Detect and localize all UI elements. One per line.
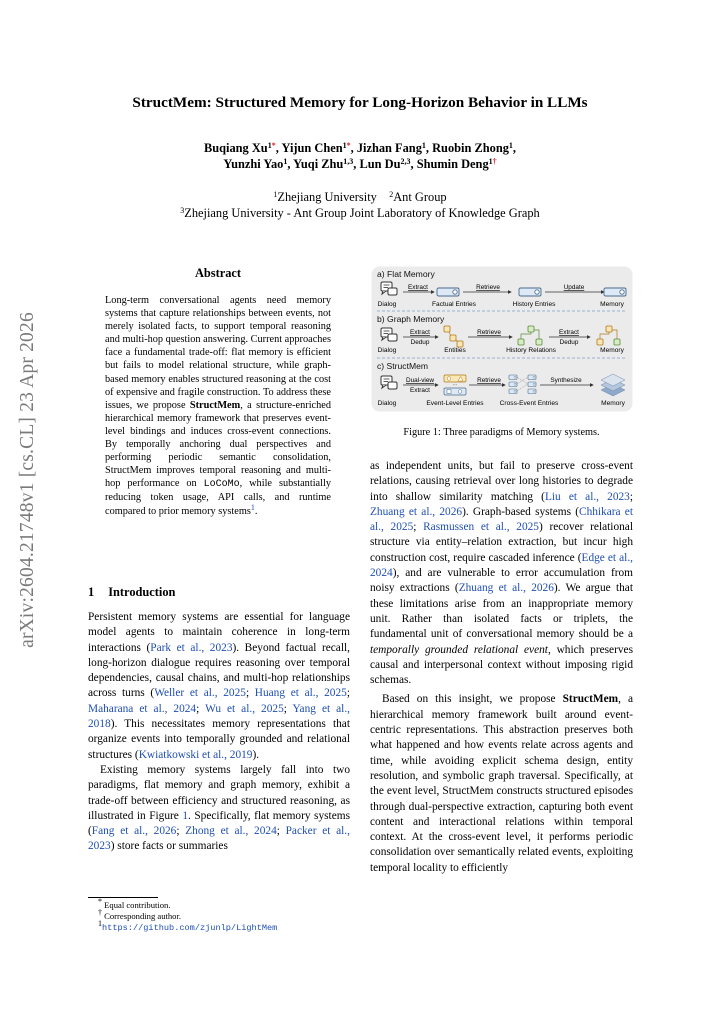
body-text: , a hierarchical memory framework built around event-centric representations. This abstraction preserves both what happened and how events relate across agents and time, while avoiding explicit schema design, entity resolution, and symbolic graph traversal. Specifically, at the event level, StructMem constructs structured episodes through dual-perspective extraction, capturing both event content and interactional relations within temporal context. At the cross-event level, it performs periodic consolidation over semantically related events, exploiting temporal locality to efficiently (370, 693, 633, 874)
body-text: ) store facts or summaries (110, 840, 228, 853)
history-entry-icon (519, 288, 541, 296)
citation-link[interactable]: Park et al., 2023 (150, 641, 233, 654)
citation-link[interactable]: Liu et al., 2023 (544, 490, 630, 503)
citation-link[interactable]: 1 (182, 809, 188, 822)
author-affiliation-mark: 1 (421, 141, 426, 150)
author-affiliation-mark: 1,3 (343, 157, 354, 166)
abstract-text: Long-term conversational agents need memory systems that capture relationships between events, not merely isolated facts, to support temporal reasoning and multi-hop question answering. Current approaches face a fundamental trade-off: flat memory is efficient but fails to model relational structure, while graph-based memory enables structured reasoning at the cost of expensive and fragile construction. To address these issues, we propose StructMem, a structure-enriched hierarchical memory framework that preserves event-level bindings and induces cross-event connections. By temporally anchoring dual perspectives and performing periodic semantic consolidation, StructMem improves temporal reasoning and multi-hop performance on LoCoMo, while substantially reducing token usage, API calls, and runtime compared to prior memory systems$^1$. (105, 295, 331, 517)
citation-link[interactable]: Zhuang et al., 2026 (370, 505, 463, 518)
author-affiliation-mark: 2,3 (400, 157, 411, 166)
citation-link[interactable]: Rasmussen et al., 2025 (423, 521, 539, 534)
author-list (60, 140, 660, 172)
svg-text:Synthesize: Synthesize (550, 377, 582, 384)
intro-paragraph-2 (88, 763, 350, 855)
citation-link[interactable]: Fang et al., 2026 (91, 825, 177, 838)
author-name: Jizhan Fang (356, 141, 422, 155)
panel-b-title: b) Graph Memory (377, 314, 445, 324)
figure-1-diagram (371, 266, 633, 412)
author-name: Ruobin Zhong (432, 141, 509, 155)
intro-paragraph-4 (370, 692, 633, 876)
panel-c-title: c) StructMem (377, 361, 429, 371)
author-affiliation-mark: 1* (342, 141, 351, 150)
panel-a-title: a) Flat Memory (377, 269, 435, 279)
author-name: Yuqi Zhu (293, 157, 344, 171)
section-heading-introduction: 1 Introduction (88, 585, 176, 599)
affiliations: $^1$Zhejiang University $^2$Ant Group $^3$Zhejiang University - Ant Group Joint Laboratory of Knowledge Graph (180, 190, 540, 220)
author-line-1: Buqiang $Xu^{1*}$, Yijun Chen$^{1*}$, Jizhan Fang$^1$, Ruobin Zhong$^1$, (203, 141, 517, 155)
abstract-heading: Abstract (194, 266, 242, 280)
citation-link[interactable]: Huang et al., 2025 (254, 687, 347, 700)
body-text: ; (346, 687, 350, 700)
factual-entry-icon (437, 288, 459, 296)
citation-link[interactable]: Weller et al., 2025 (154, 687, 246, 700)
svg-text:Memory: Memory (600, 347, 624, 354)
body-text: ). This necessitates memory representations that organize events into temporally grounded and relational structures ( (88, 718, 350, 761)
body-text: ; (276, 825, 286, 838)
body-text: ; (245, 687, 255, 700)
body-text: ). Beyond factual recall, long-horizon dialogue requires reasoning over temporal dependencies, causal chains, and multi-hop relationships across turns ( (88, 641, 350, 700)
svg-text:Retrieve: Retrieve (477, 329, 501, 336)
citation-link[interactable]: Chhikara et al., 2025 (370, 505, 633, 534)
author-name: Yijun Chen (281, 141, 343, 155)
citation-link[interactable]: Wu et al., 2025 (205, 702, 284, 715)
citation-link[interactable]: Zhuang et al., 2026 (458, 582, 554, 595)
author-name: Yunzhi Yao (223, 157, 284, 171)
author-name: Lun Du (359, 157, 401, 171)
author-affiliation-mark: 1 (508, 141, 513, 150)
author-name: Shumin Deng (416, 157, 489, 171)
author-name: Buqiang Xu (203, 141, 268, 155)
body-text: ; (283, 702, 293, 715)
body-text: ; (176, 825, 186, 838)
svg-text:History Entries: History Entries (512, 301, 556, 308)
intro-paragraph-3 (370, 459, 633, 688)
svg-text:History Relations: History Relations (506, 347, 556, 354)
svg-text:Cross-Event Entries: Cross-Event Entries (499, 400, 559, 407)
svg-text:Entities: Entities (444, 347, 466, 354)
svg-text:Extract: Extract (559, 329, 579, 336)
svg-text:Dedup: Dedup (559, 339, 579, 346)
citation-link[interactable]: Packer et al., 2023 (88, 825, 350, 853)
body-text: ; (413, 521, 424, 534)
body-text: Based on this insight, we propose (382, 693, 563, 706)
svg-text:Event-Level Entries: Event-Level Entries (426, 400, 484, 407)
body-text: Persistent memory systems are essential for language model agents to maintain coherence in long-term interactions ( (88, 611, 350, 654)
citation-link[interactable]: Kwiatkowski et al., 2019 (138, 748, 253, 761)
body-text: as independent units, but fail to preserve cross-event relations, causing retrieval over long histories to degrade into shallow similarity matching ( (370, 460, 633, 503)
body-text: ; (196, 702, 206, 715)
intro-paragraph-1 (88, 610, 350, 763)
footnotes: * Equal contribution. † Corresponding author. $^1$https://github.com/zjunlp/LightMem (98, 897, 278, 933)
body-text: ), and are vulnerable to error accumulation from noisy extractions ( (370, 567, 633, 595)
svg-text:Retrieve: Retrieve (477, 377, 501, 384)
body-text: ). Graph-based systems ( (462, 505, 579, 518)
svg-text:Retrieve: Retrieve (476, 284, 500, 291)
github-link[interactable]: https://github.com/zjunlp/LightMem (102, 923, 278, 933)
intro-right-column (370, 459, 633, 876)
body-text: ). (252, 748, 260, 761)
svg-text:Memory: Memory (601, 400, 625, 407)
body-text: Existing memory systems largely fall into two paradigms, flat memory and graph memory, exhibit a trade-off between efficiency and structured reasoning, as illustrated in Figure (88, 763, 350, 822)
svg-text:···: ··· (452, 382, 458, 389)
svg-text:Dialog: Dialog (377, 400, 397, 407)
author-affiliation-mark: 1 (283, 157, 288, 166)
figure-1-caption: Figure 1: Three paradigms of Memory systems. (403, 427, 600, 438)
bold-text: StructMem (562, 693, 619, 706)
author-affiliation-mark: 1* (267, 141, 276, 150)
svg-text:Dual-view: Dual-view (405, 377, 435, 384)
author-affiliation-mark: 1† (488, 157, 497, 166)
citation-link[interactable]: Edge et al., 2024 (370, 551, 633, 580)
svg-text:Dialog: Dialog (377, 301, 397, 308)
body-text: , which preserves causal and interpersonal context without imposing rigid schemas. (370, 643, 633, 687)
body-text: ) recover relational structure via entity–relation extraction, but incur high construction cost, require cascaded inference ( (370, 521, 633, 564)
memory-entry-icon (604, 288, 626, 296)
body-text: ). We argue that these limitations arise from an inappropriate memory unit. Rather than isolated facts or triplets, the fundamental unit of conversational memory should be a (370, 582, 633, 641)
author-line-2: Yunzhi Yao$^1$, Yuqi Zhu$^{1,3}$, Lun Du$^{2,3}$, Shumin Deng$^{1\dagger}$ (223, 157, 497, 171)
svg-text:Extract: Extract (410, 387, 430, 394)
svg-text:Factual Entries: Factual Entries (432, 301, 476, 308)
svg-text:Extract: Extract (408, 284, 428, 291)
citation-link[interactable]: Zhong et al., 2024 (185, 825, 277, 838)
svg-text:Dedup: Dedup (410, 339, 430, 346)
arxiv-stamp: arXiv:2604.21748v1 [cs.CL] 23 Apr 2026 (17, 312, 38, 648)
svg-text:Memory: Memory (600, 301, 624, 308)
svg-text:Dialog: Dialog (377, 347, 397, 354)
intro-left-column (88, 610, 350, 855)
italic-text: temporally grounded relational event (370, 643, 548, 656)
svg-text:Extract: Extract (410, 329, 430, 336)
citation-link[interactable]: Maharana et al., 2024 (88, 702, 197, 715)
paper-title: StructMem: Structured Memory for Long-Horizon Behavior in LLMs (132, 94, 588, 111)
body-text: . Specifically, flat memory systems ( (88, 809, 350, 838)
body-text: ; (629, 490, 633, 503)
citation-link[interactable]: Yang et al., 2018 (88, 702, 350, 731)
svg-text:Update: Update (563, 284, 585, 291)
